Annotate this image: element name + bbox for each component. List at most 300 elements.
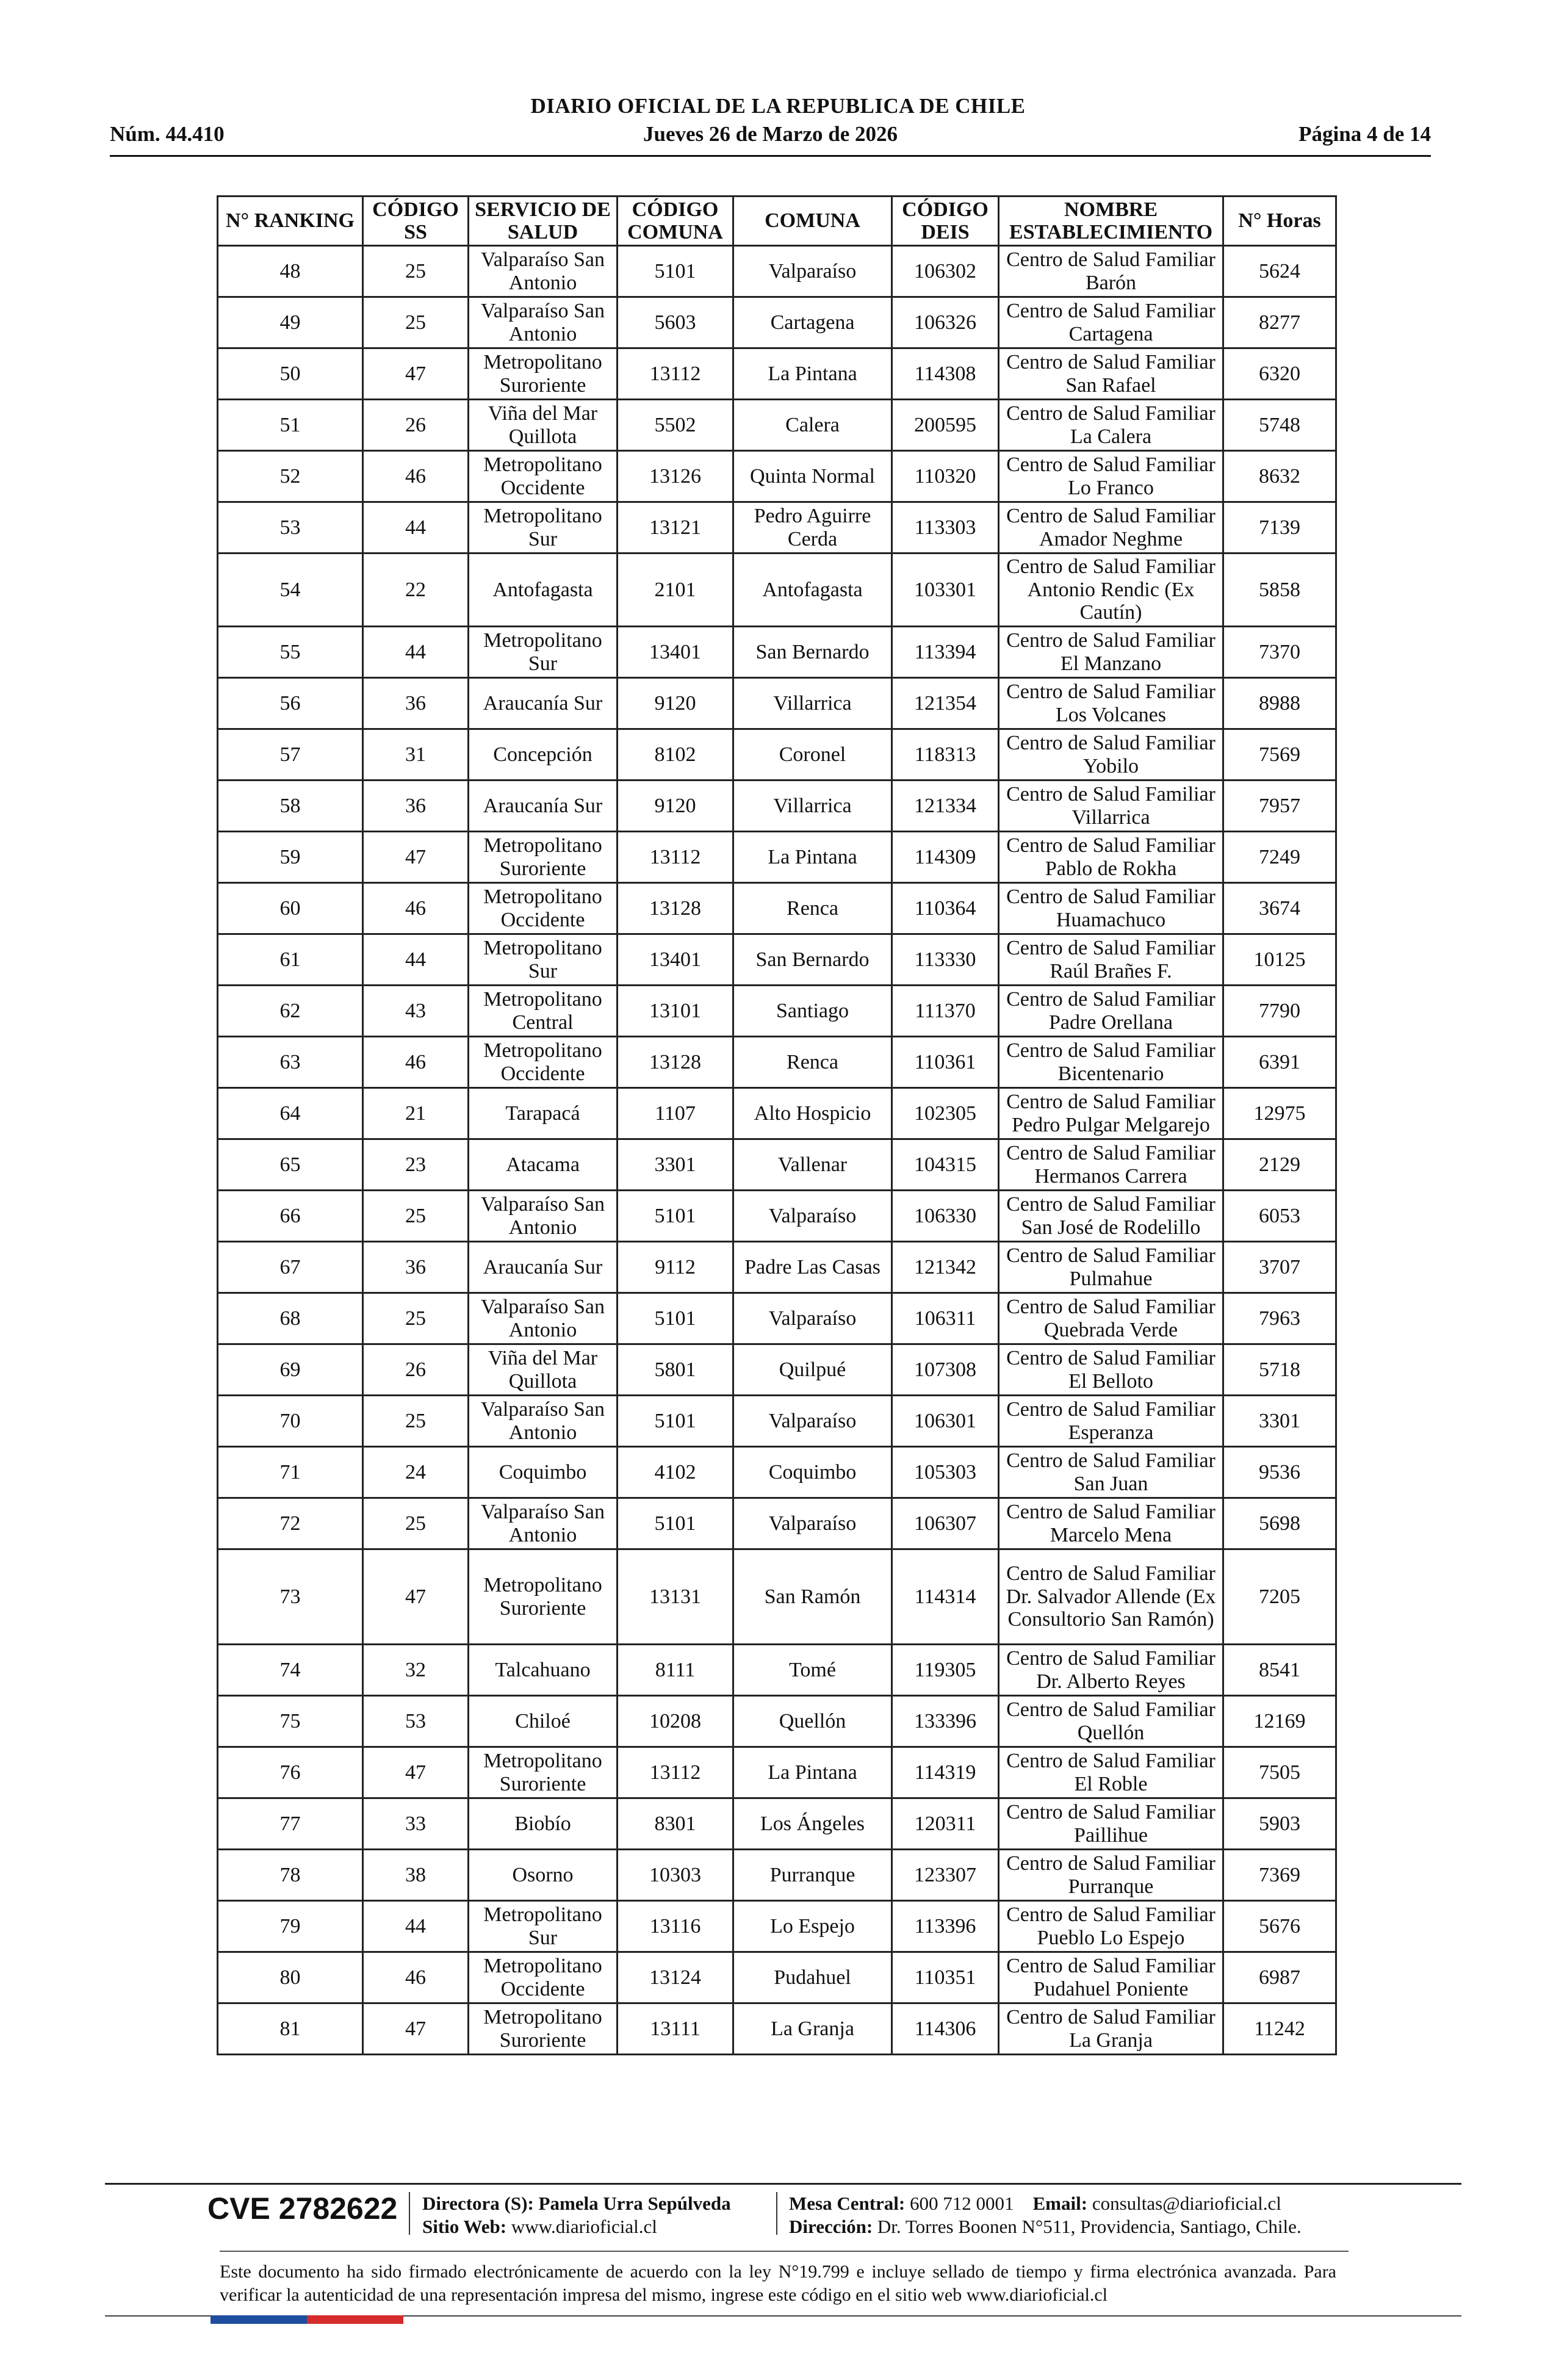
cell-codigo-comuna: 5502 bbox=[618, 400, 733, 451]
cell-codigo-comuna: 1107 bbox=[618, 1088, 733, 1139]
cell-servicio: Concepción bbox=[469, 729, 618, 781]
cell-horas: 6987 bbox=[1223, 1952, 1336, 2003]
cell-servicio: Valparaíso San Antonio bbox=[469, 1191, 618, 1242]
cell-codigo-comuna: 5101 bbox=[618, 1191, 733, 1242]
cell-horas: 5858 bbox=[1223, 554, 1336, 627]
cell-servicio: Biobío bbox=[469, 1798, 618, 1850]
cell-codigo-comuna: 13116 bbox=[618, 1901, 733, 1952]
cell-establecimiento: Centro de Salud Familiar Pedro Pulgar Melgarejo bbox=[999, 1088, 1223, 1139]
cell-codigo-comuna: 9120 bbox=[618, 781, 733, 832]
cell-comuna: Villarrica bbox=[733, 781, 892, 832]
cell-codigo-ss: 38 bbox=[363, 1850, 469, 1901]
cell-codigo-deis: 121342 bbox=[892, 1242, 999, 1293]
table-row bbox=[218, 1747, 1336, 1798]
cell-servicio: Valparaíso San Antonio bbox=[469, 246, 618, 297]
cell-codigo-comuna: 5101 bbox=[618, 1498, 733, 1549]
cell-horas: 3301 bbox=[1223, 1396, 1336, 1447]
cell-codigo-ss: 44 bbox=[363, 1901, 469, 1952]
cell-codigo-deis: 200595 bbox=[892, 400, 999, 451]
table-row bbox=[218, 1037, 1336, 1088]
cell-horas: 6391 bbox=[1223, 1037, 1336, 1088]
column-header-codigo-deis: CÓDIGO DEIS bbox=[892, 197, 999, 246]
table-row bbox=[218, 348, 1336, 400]
cell-horas: 8541 bbox=[1223, 1645, 1336, 1696]
cell-comuna: Renca bbox=[733, 883, 892, 934]
cell-ranking: 64 bbox=[218, 1088, 363, 1139]
cell-comuna: Valparaíso bbox=[733, 1293, 892, 1344]
cell-codigo-comuna: 9112 bbox=[618, 1242, 733, 1293]
cell-codigo-deis: 107308 bbox=[892, 1344, 999, 1396]
footer-thin-divider bbox=[220, 2251, 1349, 2252]
cell-establecimiento: Centro de Salud Familiar El Belloto bbox=[999, 1344, 1223, 1396]
cell-servicio: Atacama bbox=[469, 1139, 618, 1191]
cell-comuna: Tomé bbox=[733, 1645, 892, 1696]
cell-ranking: 77 bbox=[218, 1798, 363, 1850]
table-row bbox=[218, 2003, 1336, 2055]
cell-servicio: Araucanía Sur bbox=[469, 1242, 618, 1293]
cell-codigo-comuna: 13128 bbox=[618, 1037, 733, 1088]
column-header-codigo-comuna: CÓDIGO COMUNA bbox=[618, 197, 733, 246]
cell-codigo-deis: 118313 bbox=[892, 729, 999, 781]
cell-codigo-deis: 114306 bbox=[892, 2003, 999, 2055]
cell-establecimiento: Centro de Salud Familiar San Rafael bbox=[999, 348, 1223, 400]
cell-horas: 5903 bbox=[1223, 1798, 1336, 1850]
email-label: Email: bbox=[1032, 2193, 1088, 2214]
cell-codigo-ss: 22 bbox=[363, 554, 469, 627]
cell-codigo-deis: 110351 bbox=[892, 1952, 999, 2003]
phone-label: Mesa Central: bbox=[789, 2193, 906, 2214]
cell-codigo-deis: 120311 bbox=[892, 1798, 999, 1850]
table-row bbox=[218, 627, 1336, 678]
director-name: Pamela Urra Sepúlveda bbox=[538, 2193, 731, 2214]
cell-codigo-ss: 21 bbox=[363, 1088, 469, 1139]
cell-codigo-comuna: 13101 bbox=[618, 986, 733, 1037]
cell-horas: 5624 bbox=[1223, 246, 1336, 297]
cell-servicio: Viña del Mar Quillota bbox=[469, 1344, 618, 1396]
cell-codigo-ss: 36 bbox=[363, 678, 469, 729]
table-row bbox=[218, 1242, 1336, 1293]
cell-codigo-deis: 121334 bbox=[892, 781, 999, 832]
table-row bbox=[218, 1139, 1336, 1191]
cell-codigo-ss: 23 bbox=[363, 1139, 469, 1191]
cell-ranking: 73 bbox=[218, 1549, 363, 1645]
cell-codigo-comuna: 8301 bbox=[618, 1798, 733, 1850]
cell-codigo-ss: 36 bbox=[363, 1242, 469, 1293]
cell-codigo-comuna: 13401 bbox=[618, 934, 733, 986]
cell-ranking: 60 bbox=[218, 883, 363, 934]
website-link[interactable]: www.diarioficial.cl bbox=[511, 2216, 657, 2237]
cell-codigo-ss: 47 bbox=[363, 1549, 469, 1645]
cell-servicio: Coquimbo bbox=[469, 1447, 618, 1498]
cell-servicio: Metropolitano Sur bbox=[469, 627, 618, 678]
cell-codigo-deis: 110364 bbox=[892, 883, 999, 934]
cell-servicio: Metropolitano Central bbox=[469, 986, 618, 1037]
cell-comuna: Pedro Aguirre Cerda bbox=[733, 502, 892, 554]
cell-codigo-deis: 111370 bbox=[892, 986, 999, 1037]
cell-ranking: 79 bbox=[218, 1901, 363, 1952]
cell-codigo-deis: 106330 bbox=[892, 1191, 999, 1242]
ranking-table bbox=[217, 195, 1337, 2055]
cell-codigo-ss: 47 bbox=[363, 2003, 469, 2055]
table-row bbox=[218, 1850, 1336, 1901]
cell-establecimiento: Centro de Salud Familiar Padre Orellana bbox=[999, 986, 1223, 1037]
address-text: Dr. Torres Boonen N°511, Providencia, Santiago, Chile. bbox=[877, 2216, 1302, 2237]
cell-codigo-ss: 44 bbox=[363, 502, 469, 554]
cell-ranking: 62 bbox=[218, 986, 363, 1037]
cell-establecimiento: Centro de Salud Familiar Pablo de Rokha bbox=[999, 832, 1223, 883]
cell-codigo-ss: 36 bbox=[363, 781, 469, 832]
cell-horas: 7790 bbox=[1223, 986, 1336, 1037]
column-header-comuna: COMUNA bbox=[733, 197, 892, 246]
cell-horas: 9536 bbox=[1223, 1447, 1336, 1498]
cell-codigo-comuna: 13121 bbox=[618, 502, 733, 554]
cell-codigo-ss: 47 bbox=[363, 348, 469, 400]
cell-ranking: 63 bbox=[218, 1037, 363, 1088]
cell-horas: 5676 bbox=[1223, 1901, 1336, 1952]
website-label: Sitio Web: bbox=[422, 2216, 507, 2237]
header-divider bbox=[110, 155, 1431, 157]
cell-codigo-deis: 114309 bbox=[892, 832, 999, 883]
cell-codigo-deis: 106301 bbox=[892, 1396, 999, 1447]
table-header-row bbox=[218, 197, 1336, 246]
cell-servicio: Metropolitano Suroriente bbox=[469, 348, 618, 400]
cell-comuna: Coronel bbox=[733, 729, 892, 781]
header-row bbox=[110, 122, 1431, 149]
cell-codigo-comuna: 13111 bbox=[618, 2003, 733, 2055]
cell-comuna: Quinta Normal bbox=[733, 451, 892, 502]
table-row bbox=[218, 883, 1336, 934]
cell-ranking: 59 bbox=[218, 832, 363, 883]
cell-comuna: Quilpué bbox=[733, 1344, 892, 1396]
cell-horas: 5718 bbox=[1223, 1344, 1336, 1396]
cell-comuna: Cartagena bbox=[733, 297, 892, 348]
cell-servicio: Antofagasta bbox=[469, 554, 618, 627]
table-row bbox=[218, 1088, 1336, 1139]
cell-comuna: Lo Espejo bbox=[733, 1901, 892, 1952]
cell-servicio: Metropolitano Suroriente bbox=[469, 1747, 618, 1798]
table-row bbox=[218, 1344, 1336, 1396]
cell-establecimiento: Centro de Salud Familiar Barón bbox=[999, 246, 1223, 297]
cell-servicio: Valparaíso San Antonio bbox=[469, 1396, 618, 1447]
cell-establecimiento: Centro de Salud Familiar Quellón bbox=[999, 1696, 1223, 1747]
cell-comuna: Valparaíso bbox=[733, 1498, 892, 1549]
cell-establecimiento: Centro de Salud Familiar Yobilo bbox=[999, 729, 1223, 781]
cell-codigo-ss: 25 bbox=[363, 1191, 469, 1242]
cell-ranking: 49 bbox=[218, 297, 363, 348]
cell-comuna: Valparaíso bbox=[733, 246, 892, 297]
table-row bbox=[218, 1498, 1336, 1549]
cell-establecimiento: Centro de Salud Familiar La Calera bbox=[999, 400, 1223, 451]
cell-servicio: Valparaíso San Antonio bbox=[469, 297, 618, 348]
table-row bbox=[218, 1396, 1336, 1447]
cell-codigo-ss: 47 bbox=[363, 1747, 469, 1798]
cell-codigo-deis: 102305 bbox=[892, 1088, 999, 1139]
table-row bbox=[218, 451, 1336, 502]
issue-number: Núm. 44.410 bbox=[110, 122, 225, 146]
cell-comuna: San Bernardo bbox=[733, 627, 892, 678]
cell-codigo-comuna: 5603 bbox=[618, 297, 733, 348]
cell-codigo-deis: 114308 bbox=[892, 348, 999, 400]
cell-comuna: Valparaíso bbox=[733, 1396, 892, 1447]
footer-separator bbox=[409, 2192, 410, 2235]
cell-horas: 6053 bbox=[1223, 1191, 1336, 1242]
cell-codigo-deis: 113330 bbox=[892, 934, 999, 986]
footer-contact-block bbox=[789, 2192, 1302, 2238]
cell-horas: 7249 bbox=[1223, 832, 1336, 883]
cell-codigo-deis: 106307 bbox=[892, 1498, 999, 1549]
cell-ranking: 65 bbox=[218, 1139, 363, 1191]
cell-codigo-ss: 31 bbox=[363, 729, 469, 781]
cell-horas: 7963 bbox=[1223, 1293, 1336, 1344]
cell-establecimiento: Centro de Salud Familiar Paillihue bbox=[999, 1798, 1223, 1850]
cell-horas: 8277 bbox=[1223, 297, 1336, 348]
cell-horas: 7957 bbox=[1223, 781, 1336, 832]
table-row bbox=[218, 1952, 1336, 2003]
cell-codigo-comuna: 13126 bbox=[618, 451, 733, 502]
cell-horas: 8632 bbox=[1223, 451, 1336, 502]
table-row bbox=[218, 297, 1336, 348]
cell-horas: 5748 bbox=[1223, 400, 1336, 451]
column-header-servicio: SERVICIO DE SALUD bbox=[469, 197, 618, 246]
cell-servicio: Tarapacá bbox=[469, 1088, 618, 1139]
table-row bbox=[218, 1696, 1336, 1747]
cell-horas: 12169 bbox=[1223, 1696, 1336, 1747]
cell-codigo-ss: 46 bbox=[363, 1037, 469, 1088]
cell-establecimiento: Centro de Salud Familiar San Juan bbox=[999, 1447, 1223, 1498]
column-header-codigo-ss: CÓDIGO SS bbox=[363, 197, 469, 246]
cell-ranking: 66 bbox=[218, 1191, 363, 1242]
table-row bbox=[218, 1901, 1336, 1952]
cell-establecimiento: Centro de Salud Familiar Purranque bbox=[999, 1850, 1223, 1901]
cell-servicio: Valparaíso San Antonio bbox=[469, 1498, 618, 1549]
cell-codigo-comuna: 13124 bbox=[618, 1952, 733, 2003]
cell-ranking: 61 bbox=[218, 934, 363, 986]
cell-servicio: Valparaíso San Antonio bbox=[469, 1293, 618, 1344]
cell-codigo-comuna: 13112 bbox=[618, 832, 733, 883]
cell-establecimiento: Centro de Salud Familiar San José de Rodelillo bbox=[999, 1191, 1223, 1242]
cell-horas: 2129 bbox=[1223, 1139, 1336, 1191]
cell-codigo-ss: 44 bbox=[363, 934, 469, 986]
cell-establecimiento: Centro de Salud Familiar Pulmahue bbox=[999, 1242, 1223, 1293]
cell-comuna: Villarrica bbox=[733, 678, 892, 729]
cell-codigo-comuna: 5101 bbox=[618, 1396, 733, 1447]
cell-codigo-deis: 104315 bbox=[892, 1139, 999, 1191]
cell-establecimiento: Centro de Salud Familiar El Manzano bbox=[999, 627, 1223, 678]
cell-establecimiento: Centro de Salud Familiar Dr. Salvador Allende (Ex Consultorio San Ramón) bbox=[999, 1549, 1223, 1645]
cell-codigo-deis: 110320 bbox=[892, 451, 999, 502]
cell-codigo-ss: 25 bbox=[363, 246, 469, 297]
cell-codigo-comuna: 5101 bbox=[618, 246, 733, 297]
cell-codigo-ss: 26 bbox=[363, 1344, 469, 1396]
cell-codigo-comuna: 13128 bbox=[618, 883, 733, 934]
cell-comuna: Padre Las Casas bbox=[733, 1242, 892, 1293]
legal-notice: Este documento ha sido firmado electrónicamente de acuerdo con la ley N°19.799 e incluye sellado de tiempo y firma electrónica avanzada. Para verificar la autenticidad de una representación impresa del mismo, ingrese este código en el sitio web www.diarioficial.cl bbox=[220, 2262, 1336, 2305]
cell-comuna: Vallenar bbox=[733, 1139, 892, 1191]
cell-codigo-ss: 25 bbox=[363, 1293, 469, 1344]
footer-director-block bbox=[422, 2192, 731, 2238]
email-link[interactable]: consultas@diarioficial.cl bbox=[1092, 2193, 1281, 2214]
cell-codigo-ss: 25 bbox=[363, 297, 469, 348]
cve-code: CVE 2782622 bbox=[207, 2191, 398, 2226]
cell-comuna: Quellón bbox=[733, 1696, 892, 1747]
cell-horas: 7205 bbox=[1223, 1549, 1336, 1645]
cell-codigo-comuna: 3301 bbox=[618, 1139, 733, 1191]
cell-comuna: Valparaíso bbox=[733, 1191, 892, 1242]
table-row bbox=[218, 1191, 1336, 1242]
cell-codigo-deis: 121354 bbox=[892, 678, 999, 729]
table-row bbox=[218, 502, 1336, 554]
cell-codigo-deis: 110361 bbox=[892, 1037, 999, 1088]
cell-establecimiento: Centro de Salud Familiar Hermanos Carrera bbox=[999, 1139, 1223, 1191]
table-row bbox=[218, 729, 1336, 781]
cell-establecimiento: Centro de Salud Familiar Raúl Brañes F. bbox=[999, 934, 1223, 986]
cell-servicio: Metropolitano Sur bbox=[469, 502, 618, 554]
cell-codigo-comuna: 5101 bbox=[618, 1293, 733, 1344]
cell-ranking: 48 bbox=[218, 246, 363, 297]
cell-establecimiento: Centro de Salud Familiar Amador Neghme bbox=[999, 502, 1223, 554]
cell-comuna: Alto Hospicio bbox=[733, 1088, 892, 1139]
cell-horas: 7139 bbox=[1223, 502, 1336, 554]
flag-stripe-red bbox=[307, 2315, 403, 2324]
table-row bbox=[218, 554, 1336, 627]
cell-codigo-deis: 113396 bbox=[892, 1901, 999, 1952]
cell-ranking: 70 bbox=[218, 1396, 363, 1447]
cell-comuna: San Ramón bbox=[733, 1549, 892, 1645]
cell-establecimiento: Centro de Salud Familiar Los Volcanes bbox=[999, 678, 1223, 729]
footer-separator-2 bbox=[776, 2192, 777, 2235]
cell-codigo-comuna: 4102 bbox=[618, 1447, 733, 1498]
table-row bbox=[218, 400, 1336, 451]
cell-comuna: La Pintana bbox=[733, 832, 892, 883]
cell-ranking: 57 bbox=[218, 729, 363, 781]
cell-codigo-ss: 24 bbox=[363, 1447, 469, 1498]
cell-codigo-comuna: 10303 bbox=[618, 1850, 733, 1901]
cell-comuna: La Pintana bbox=[733, 1747, 892, 1798]
cell-horas: 7569 bbox=[1223, 729, 1336, 781]
cell-ranking: 72 bbox=[218, 1498, 363, 1549]
cell-codigo-comuna: 8102 bbox=[618, 729, 733, 781]
cell-comuna: Purranque bbox=[733, 1850, 892, 1901]
cell-codigo-ss: 46 bbox=[363, 1952, 469, 2003]
column-header-ranking: N° RANKING bbox=[218, 197, 363, 246]
cell-servicio: Metropolitano Suroriente bbox=[469, 1549, 618, 1645]
cell-codigo-comuna: 5801 bbox=[618, 1344, 733, 1396]
cell-establecimiento: Centro de Salud Familiar Villarrica bbox=[999, 781, 1223, 832]
footer-divider bbox=[105, 2183, 1461, 2185]
cell-ranking: 53 bbox=[218, 502, 363, 554]
cell-horas: 11242 bbox=[1223, 2003, 1336, 2055]
cell-ranking: 67 bbox=[218, 1242, 363, 1293]
cell-codigo-deis: 113303 bbox=[892, 502, 999, 554]
cell-codigo-deis: 114314 bbox=[892, 1549, 999, 1645]
cell-comuna: Santiago bbox=[733, 986, 892, 1037]
cell-servicio: Osorno bbox=[469, 1850, 618, 1901]
cell-horas: 12975 bbox=[1223, 1088, 1336, 1139]
cell-horas: 8988 bbox=[1223, 678, 1336, 729]
cell-comuna: La Pintana bbox=[733, 348, 892, 400]
table-row bbox=[218, 1293, 1336, 1344]
flag-stripe-blue bbox=[211, 2315, 307, 2324]
cell-establecimiento: Centro de Salud Familiar Pueblo Lo Espejo bbox=[999, 1901, 1223, 1952]
cell-horas: 6320 bbox=[1223, 348, 1336, 400]
table-row bbox=[218, 986, 1336, 1037]
cell-codigo-ss: 46 bbox=[363, 883, 469, 934]
cell-codigo-deis: 119305 bbox=[892, 1645, 999, 1696]
table-row bbox=[218, 246, 1336, 297]
cell-establecimiento: Centro de Salud Familiar Antonio Rendic (Ex Cautín) bbox=[999, 554, 1223, 627]
cell-ranking: 55 bbox=[218, 627, 363, 678]
cell-ranking: 54 bbox=[218, 554, 363, 627]
cell-comuna: San Bernardo bbox=[733, 934, 892, 986]
cell-establecimiento: Centro de Salud Familiar El Roble bbox=[999, 1747, 1223, 1798]
cell-codigo-ss: 32 bbox=[363, 1645, 469, 1696]
cell-horas: 10125 bbox=[1223, 934, 1336, 986]
cell-ranking: 51 bbox=[218, 400, 363, 451]
cell-servicio: Chiloé bbox=[469, 1696, 618, 1747]
cell-horas: 3707 bbox=[1223, 1242, 1336, 1293]
cell-servicio: Araucanía Sur bbox=[469, 781, 618, 832]
cell-establecimiento: Centro de Salud Familiar Pudahuel Poniente bbox=[999, 1952, 1223, 2003]
cell-codigo-deis: 114319 bbox=[892, 1747, 999, 1798]
cell-codigo-deis: 113394 bbox=[892, 627, 999, 678]
cell-codigo-comuna: 8111 bbox=[618, 1645, 733, 1696]
table-row bbox=[218, 934, 1336, 986]
director-label: Directora (S): bbox=[422, 2193, 534, 2214]
cell-horas: 7370 bbox=[1223, 627, 1336, 678]
cell-servicio: Metropolitano Sur bbox=[469, 934, 618, 986]
cell-servicio: Metropolitano Suroriente bbox=[469, 2003, 618, 2055]
cell-ranking: 75 bbox=[218, 1696, 363, 1747]
cell-ranking: 69 bbox=[218, 1344, 363, 1396]
table-row bbox=[218, 832, 1336, 883]
table-row bbox=[218, 678, 1336, 729]
cell-codigo-comuna: 13112 bbox=[618, 1747, 733, 1798]
cell-codigo-ss: 25 bbox=[363, 1396, 469, 1447]
cell-ranking: 76 bbox=[218, 1747, 363, 1798]
cell-servicio: Talcahuano bbox=[469, 1645, 618, 1696]
cell-codigo-deis: 106326 bbox=[892, 297, 999, 348]
column-header-establecimiento: NOMBRE ESTABLECIMIENTO bbox=[999, 197, 1223, 246]
cell-codigo-ss: 33 bbox=[363, 1798, 469, 1850]
cell-establecimiento: Centro de Salud Familiar Marcelo Mena bbox=[999, 1498, 1223, 1549]
cell-horas: 7369 bbox=[1223, 1850, 1336, 1901]
cell-ranking: 58 bbox=[218, 781, 363, 832]
publication-title: DIARIO OFICIAL DE LA REPUBLICA DE CHILE bbox=[530, 94, 1026, 118]
cell-servicio: Araucanía Sur bbox=[469, 678, 618, 729]
cell-comuna: Pudahuel bbox=[733, 1952, 892, 2003]
cell-codigo-deis: 103301 bbox=[892, 554, 999, 627]
cell-establecimiento: Centro de Salud Familiar Dr. Alberto Reyes bbox=[999, 1645, 1223, 1696]
table-row bbox=[218, 1798, 1336, 1850]
cell-horas: 5698 bbox=[1223, 1498, 1336, 1549]
cell-codigo-comuna: 9120 bbox=[618, 678, 733, 729]
cell-comuna: Renca bbox=[733, 1037, 892, 1088]
cell-establecimiento: Centro de Salud Familiar Huamachuco bbox=[999, 883, 1223, 934]
cell-ranking: 52 bbox=[218, 451, 363, 502]
table-body bbox=[218, 246, 1336, 2055]
cell-codigo-comuna: 13401 bbox=[618, 627, 733, 678]
cell-codigo-deis: 106302 bbox=[892, 246, 999, 297]
cell-establecimiento: Centro de Salud Familiar Esperanza bbox=[999, 1396, 1223, 1447]
cell-codigo-ss: 26 bbox=[363, 400, 469, 451]
cell-codigo-comuna: 13112 bbox=[618, 348, 733, 400]
cell-codigo-ss: 53 bbox=[363, 1696, 469, 1747]
cell-ranking: 56 bbox=[218, 678, 363, 729]
cell-codigo-comuna: 13131 bbox=[618, 1549, 733, 1645]
cell-establecimiento: Centro de Salud Familiar Lo Franco bbox=[999, 451, 1223, 502]
cell-servicio: Metropolitano Occidente bbox=[469, 1952, 618, 2003]
table-row bbox=[218, 1645, 1336, 1696]
